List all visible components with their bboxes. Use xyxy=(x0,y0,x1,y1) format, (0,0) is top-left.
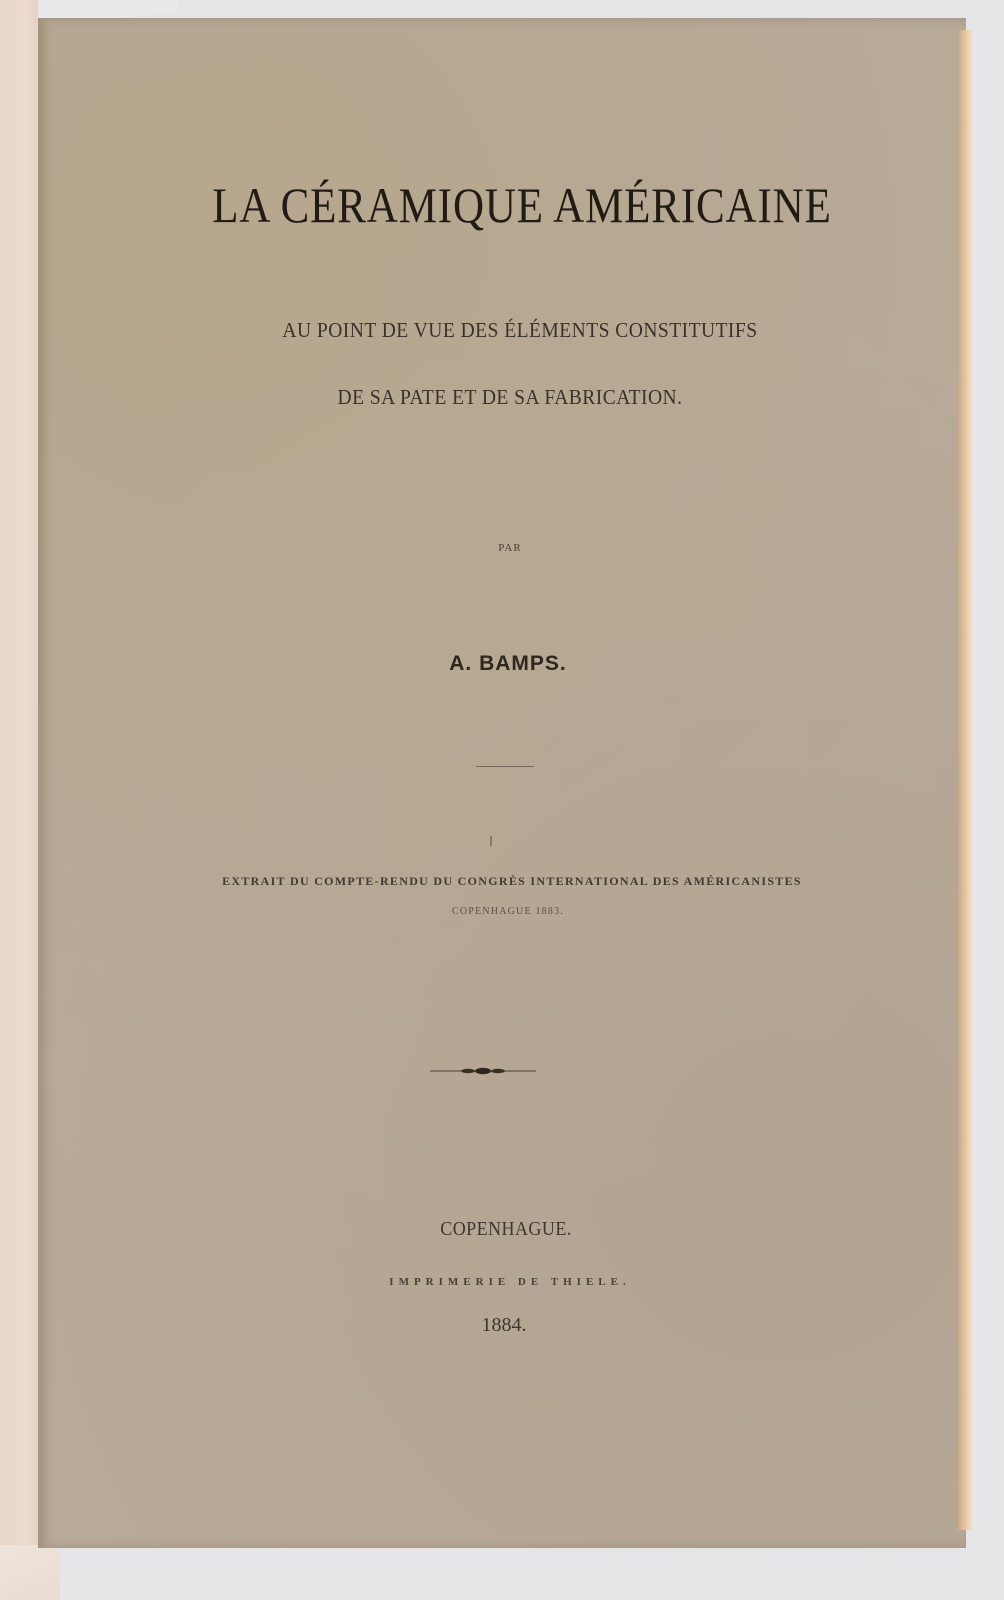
extract-line-1: EXTRAIT DU COMPTE-RENDU DU CONGRÈS INTERNATIONAL DES AMÉRICANISTES xyxy=(222,874,802,888)
binding-corner xyxy=(0,1545,60,1600)
imprint-printer: IMPRIMERIE DE THIELE. xyxy=(389,1276,631,1288)
imprint-city: COPENHAGUE. xyxy=(440,1218,572,1240)
author-name: A. BAMPS. xyxy=(449,652,567,675)
by-label: PAR xyxy=(498,542,522,554)
page-right-edge xyxy=(958,30,972,1530)
subtitle-line-1: AU POINT DE VUE DES ÉLÉMENTS CONSTITUTIFS xyxy=(282,318,758,342)
book-title: LA CÉRAMIQUE AMÉRICAINE xyxy=(212,177,832,233)
title-page xyxy=(38,18,966,1548)
imprint-year: 1884. xyxy=(481,1314,527,1336)
ornament-divider-icon xyxy=(428,1066,538,1076)
binding-edge xyxy=(0,0,42,1600)
printer-mark xyxy=(490,836,492,846)
extract-line-2: COPENHAGUE 1883. xyxy=(452,906,564,917)
subtitle-line-2: DE SA PATE ET DE SA FABRICATION. xyxy=(337,385,683,409)
divider-rule xyxy=(476,766,534,767)
